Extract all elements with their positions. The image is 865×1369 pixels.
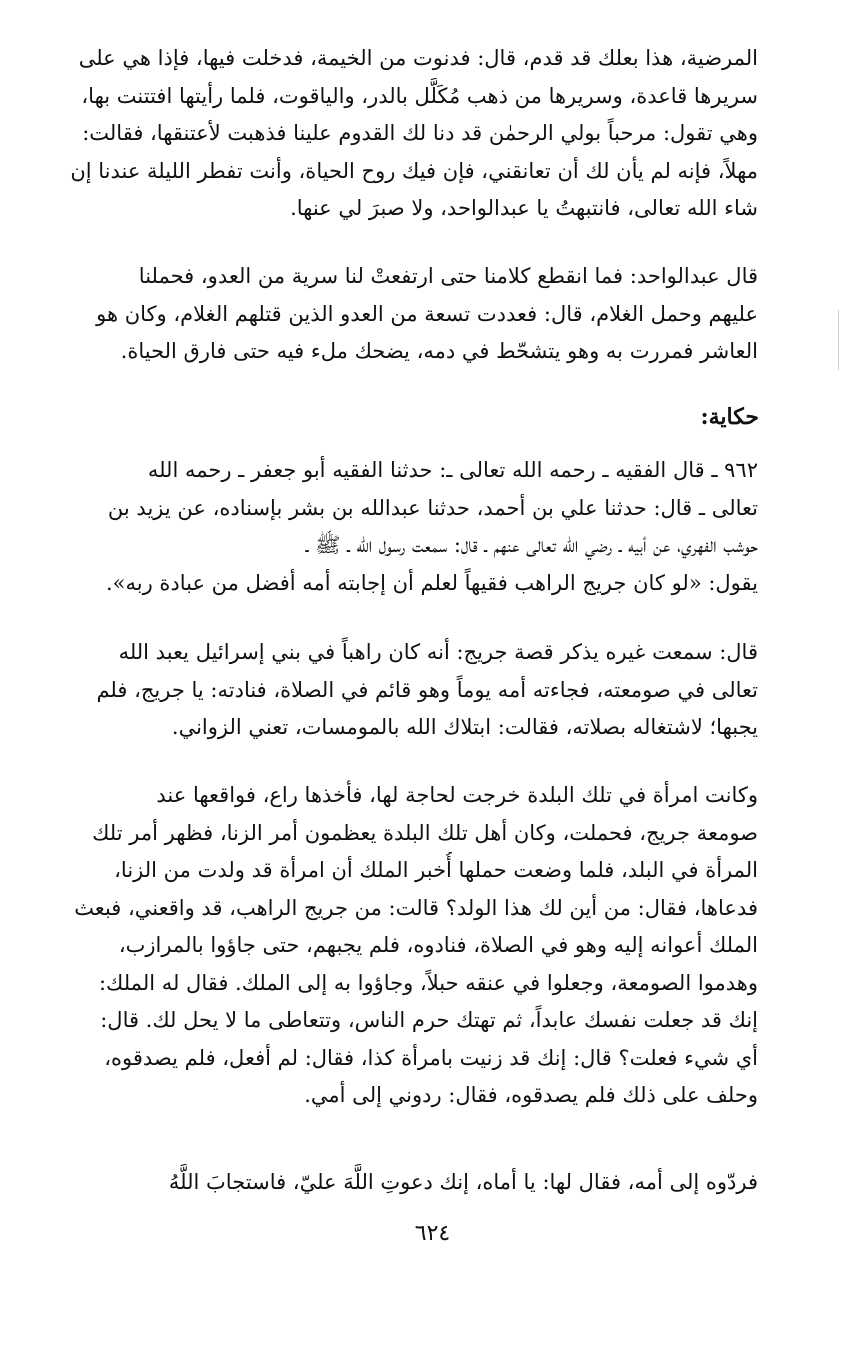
paragraph-abdulwahid <box>62 258 758 371</box>
text-line: العاشر فمررت به وهو يتشحّط في دمه، يضحك ملء فيه حتى فارق الحياة. <box>120 339 758 363</box>
text-line: وهدموا الصومعة، وجعلوا في عنقه حبلاً، وجاؤوا به إلى الملك. فقال له الملك: <box>98 970 758 995</box>
text-line: المرأة في البلد، فلما وضعت حملها أُخبر الملك أن امرأة قد ولدت من الزنا، <box>114 858 758 882</box>
text-line: مهلاً، فإنه لم يأن لك أن تعانقني، فإن فيك روح الحياة، وأنت تفطر الليلة عندنا إن <box>70 158 758 183</box>
text-line: المرضية، هذا بعلك قد قدم، قال: فدنوت من الخيمة، فدخلت فيها، فإذا هي على <box>78 46 758 70</box>
paragraph-dream-continuation <box>62 40 758 228</box>
text-line: حوشب الفهري، عن أبيه ـ رضي الله تعالى عنهم ـ قال: سمعت رسول الله ـ ﷺ ـ <box>305 533 758 557</box>
text-line: وكانت امرأة في تلك البلدة خرجت لحاجة لها، فأخذها راع، فواقعها عند <box>156 783 758 807</box>
text-line: شاء الله تعالى، فانتبهتُ يا عبدالواحد، ولا صبرَ لي عنها. <box>290 196 758 220</box>
text-line: عليهم وحمل الغلام، قال: فعددت تسعة من العدو الذين قتلهم الغلام، وكان هو <box>96 301 758 326</box>
text-line: تعالى في صومعته، فجاءته أمه يوماً وهو قائم في الصلاة، فنادته: يا جريج، فلم <box>96 677 758 702</box>
text-line: يقول: «لو كان جريج الراهب فقيهاً لعلم أن إجابته أمه أفضل من عبادة ربه». <box>105 570 758 595</box>
text-line: فدعاها، فقال: من أين لك هذا الولد؟ قالت: من جريج الراهب، قد واقعني، فبعث <box>74 895 758 920</box>
text-line: أي شيء فعلت؟ قال: إنك قد زنيت بامرأة كذا، فقال: لم أفعل، فلم يصدقوه، <box>104 1045 758 1070</box>
text-line: فردّوه إلى أمه، فقال لها: يا أماه، إنك دعوتِ اللَّهَ عليّ، فاستجابَ اللَّهُ <box>168 1170 758 1194</box>
margin-mark <box>838 310 839 370</box>
paragraph-jurayj-story <box>62 634 758 747</box>
text-line: ٩٦٢ ـ قال الفقيه ـ رحمه الله تعالى ـ: حدثنا الفقيه أبو جعفر ـ رحمه الله <box>147 458 758 482</box>
text-line: الملك أعوانه إليه وهو في الصلاة، فنادوه، فلم يجبهم، حتى جاؤوا بالمرازب، <box>118 933 758 957</box>
text-line: إنك قد جعلت نفسك عابداً، ثم تهتك حرم الناس، وتتعاطى ما لا يحل لك. قال: <box>100 1008 758 1032</box>
text-line: قال عبدالواحد: فما انقطع كلامنا حتى ارتفعتْ لنا سرية من العدو، فحملنا <box>138 264 758 288</box>
section-heading: حكاية: <box>700 404 759 430</box>
paragraph-hadith-962 <box>62 452 758 602</box>
page-number: ٦٢٤ <box>414 1221 451 1246</box>
text-line: وحلف على ذلك فلم يصدقوه، فقال: ردوني إلى أمي. <box>304 1083 758 1107</box>
paragraph-return-to-mother <box>62 1164 758 1202</box>
paragraph-woman-story <box>62 777 758 1115</box>
text-line: تعالى ـ قال: حدثنا علي بن أحمد، حدثنا عبدالله بن بشر بإسناده، عن يزيد بن <box>107 495 758 520</box>
text-line: يجبها؛ لاشتغاله بصلاته، فقالت: ابتلاك الله بالمومسات، تعني الزواني. <box>171 715 758 739</box>
text-line: سريرها قاعدة، وسريرها من ذهب مُكَلَّل بالدر، والياقوت، فلما رأيتها افتتنت بها، <box>81 83 758 108</box>
text-line: وهي تقول: مرحباً بولي الرحمٰن قد دنا لك القدوم علينا فذهبت لأعتنقها، فقالت: <box>82 121 758 145</box>
text-line: صومعة جريج، فحملت، وكان أهل تلك البلدة يعظمون أمر الزنا، فظهر أمر تلك <box>92 820 758 845</box>
text-line: قال: سمعت غيره يذكر قصة جريج: أنه كان راهباً في بني إسرائيل يعبد الله <box>118 640 758 664</box>
